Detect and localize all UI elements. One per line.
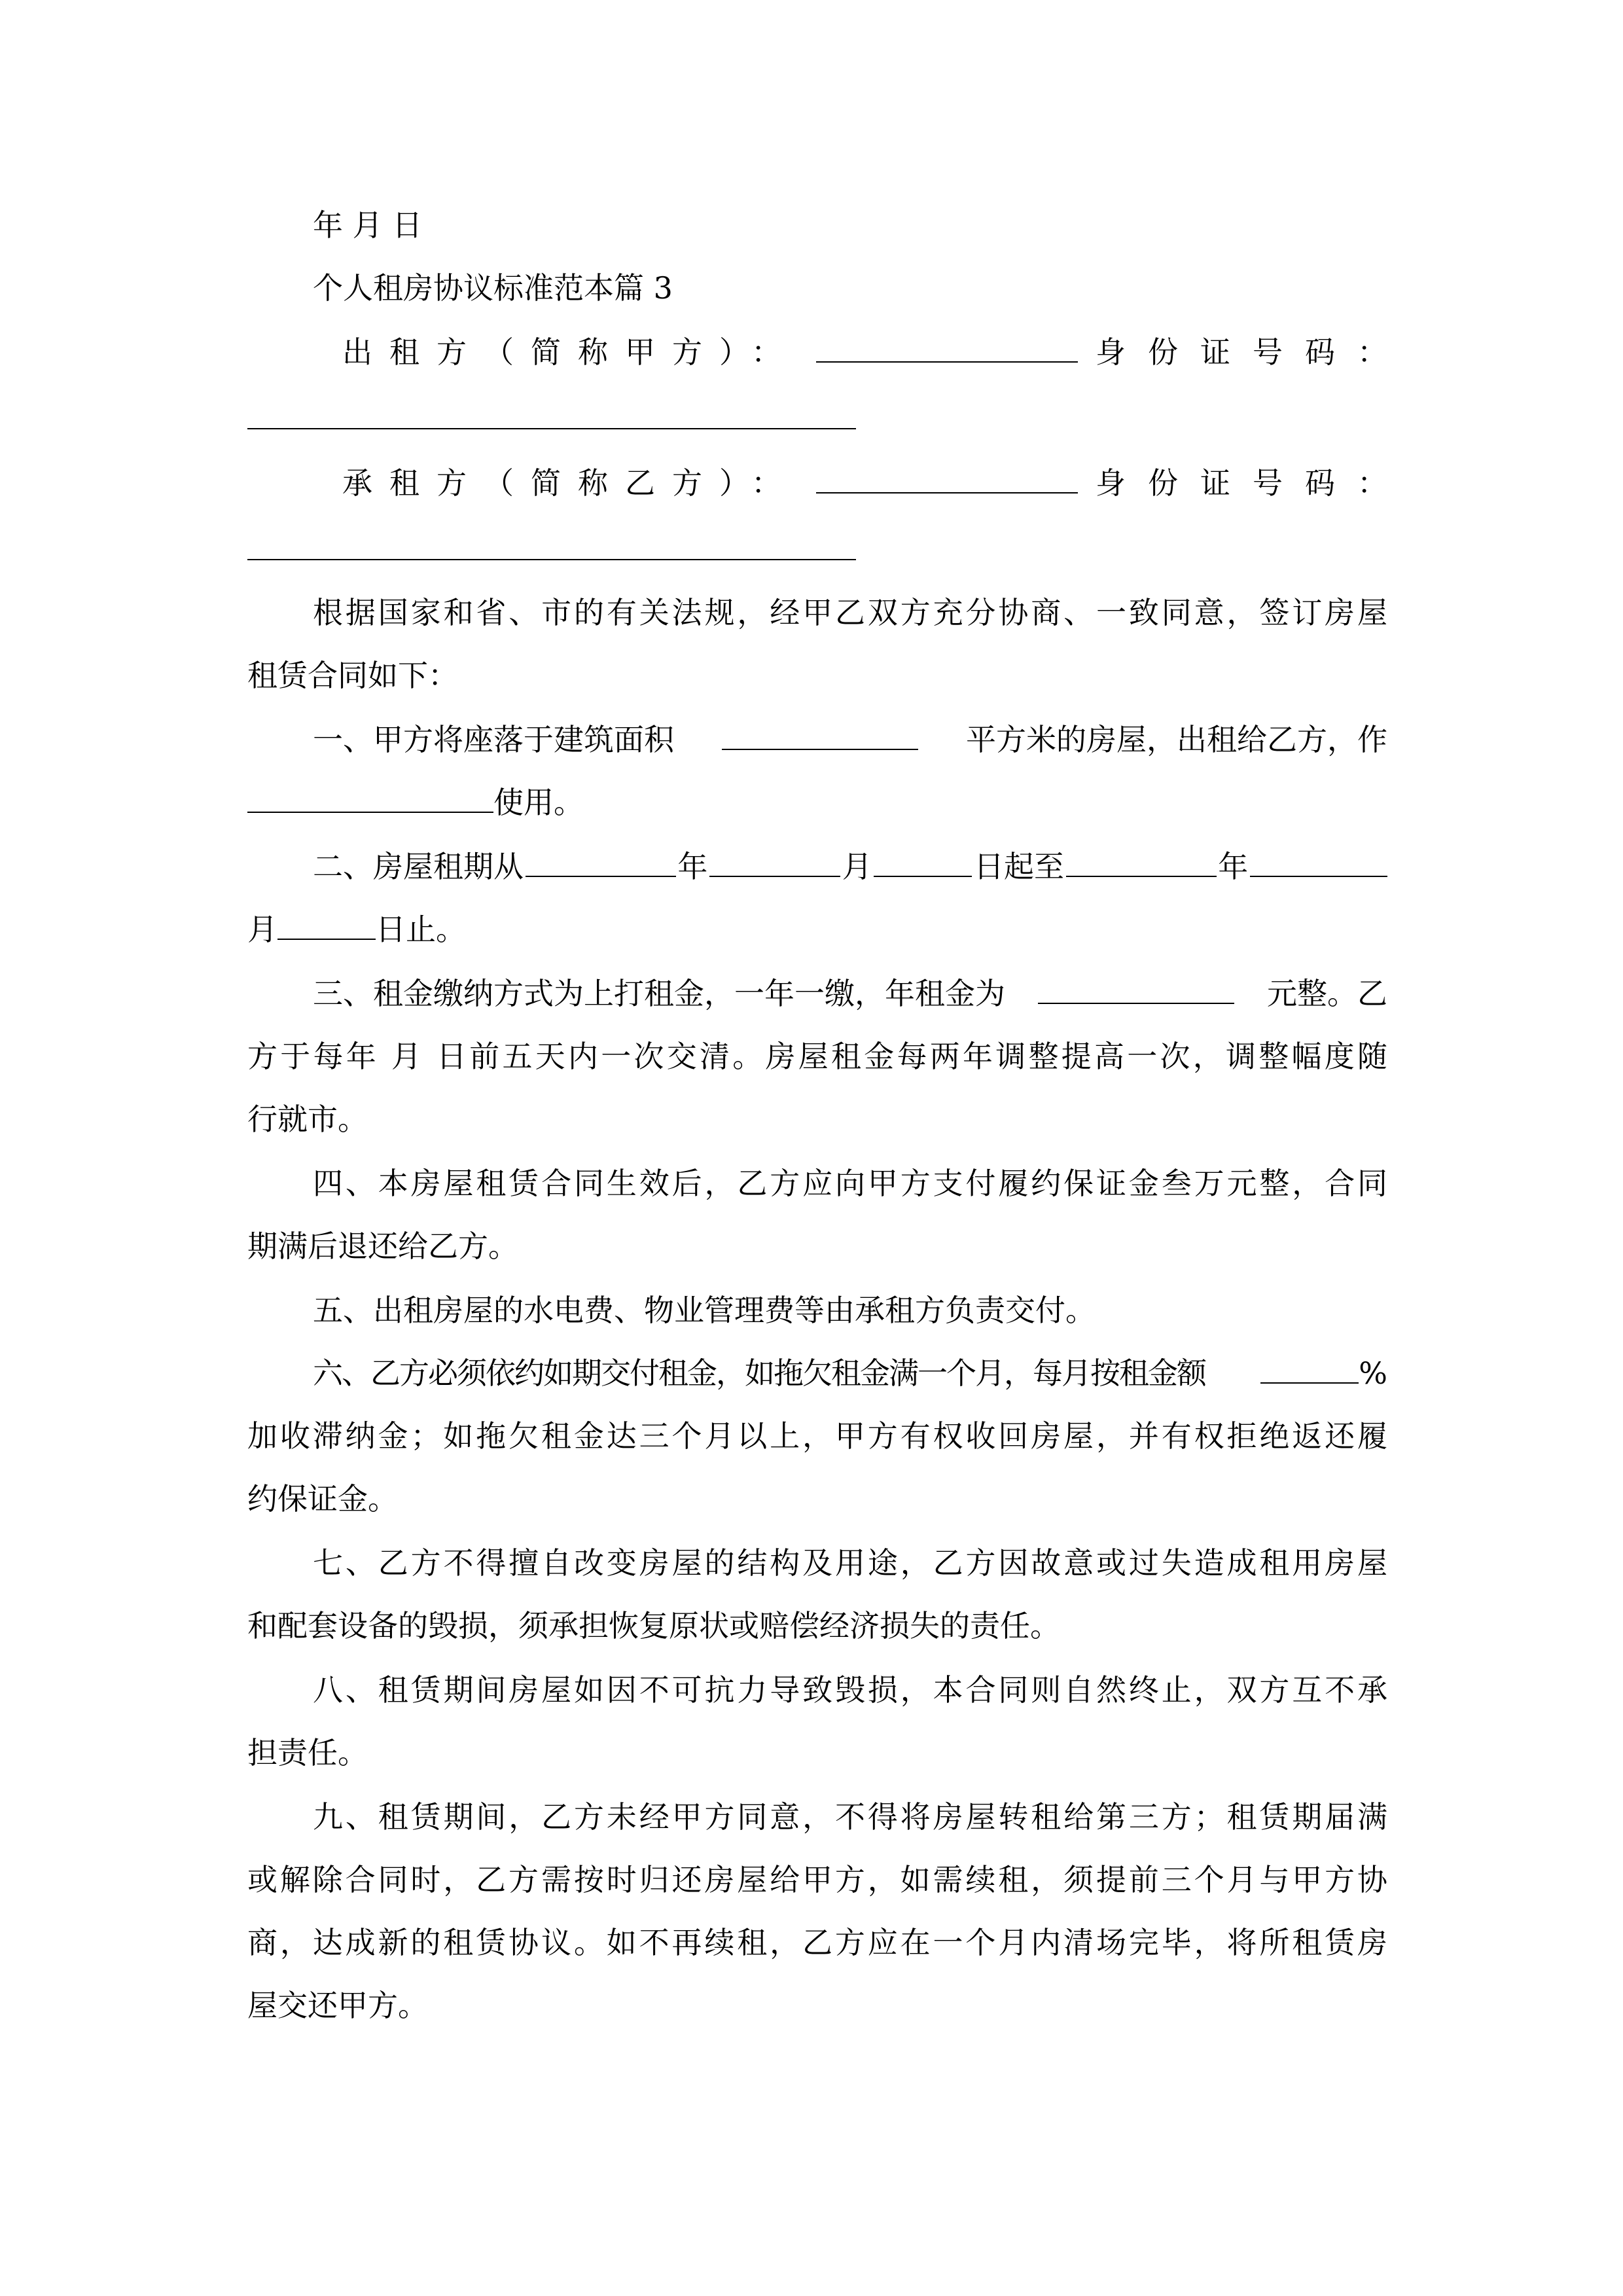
clause-2-end-month-label: 月: [247, 912, 277, 947]
clause-7-line-2: 和配套设备的毁损，须承担恢复原状或赔偿经济损失的责任。: [247, 1608, 1060, 1643]
clause-3-line-1: [313, 973, 1387, 1014]
start-month-field[interactable]: [709, 847, 840, 877]
annual-rent-field[interactable]: [1038, 974, 1234, 1004]
end-year-field[interactable]: [1066, 847, 1217, 877]
clause-6-line-3: 约保证金。: [247, 1481, 398, 1516]
clause-2-end-text: 日止。: [376, 912, 466, 947]
clause-4-line-1: 四、本房屋租赁合同生效后，乙方应向甲方支付履约保证金叁万元整，合同: [313, 1166, 1387, 1201]
clause-6-text-a: 六、乙方必须依约如期交付租金，如拖欠租金满一个月，每月按租金额: [313, 1355, 1205, 1391]
clause-2-day-label: 日起至: [973, 849, 1064, 884]
clause-6-line-1: [313, 1352, 1387, 1394]
lessor-row: [342, 331, 1410, 373]
lessor-label: 出租方（简称甲方）：: [342, 334, 798, 370]
clause-6-line-2: 加收滞纳金；如拖欠租金达三个月以上，甲方有权收回房屋，并有权拒绝返还履: [247, 1418, 1387, 1454]
clause-2-year-label: 年: [677, 849, 708, 884]
clause-2-text-a: 二、房屋租期从: [313, 849, 524, 884]
clause-1-line-2: [247, 781, 584, 823]
clause-8-line-2: 担责任。: [247, 1735, 368, 1770]
clause-2-end-year-label: 年: [1218, 849, 1249, 884]
start-day-field[interactable]: [874, 847, 972, 877]
clause-1-line-1: [313, 719, 1387, 761]
late-fee-percent-field[interactable]: [1260, 1354, 1359, 1384]
lessee-label: 承租方（简称乙方）：: [342, 465, 798, 501]
lessee-row: [342, 462, 1410, 504]
clause-9-line-2: 或解除合同时，乙方需按时归还房屋给甲方，如需续租，须提前三个月与甲方协: [247, 1862, 1387, 1897]
clause-1-text-b: 平方米的房屋，出租给乙方，作: [966, 722, 1387, 757]
clause-3-line-3: 行就市。: [247, 1102, 368, 1137]
preamble-line-2: 租赁合同如下：: [247, 658, 458, 693]
clause-3-text-a: 三、租金缴纳方式为上打租金，一年一缴，年租金为: [313, 976, 1005, 1011]
clause-1-text-a: 一、甲方将座落于建筑面积: [313, 722, 674, 757]
preamble-line-1: 根据国家和省、市的有关法规，经甲乙双方充分协商、一致同意，签订房屋: [313, 595, 1387, 630]
lessor-id-field[interactable]: [247, 428, 856, 429]
clause-3-line-2: 方于每年 月 日前五天内一次交清。房屋租金每两年调整提高一次，调整幅度随: [247, 1039, 1387, 1074]
usage-field[interactable]: [247, 783, 493, 813]
lessee-name-field[interactable]: [816, 463, 1078, 493]
clause-3-text-b: 元整。乙: [1267, 976, 1387, 1011]
end-month-field[interactable]: [1250, 847, 1387, 877]
lessee-id-field[interactable]: [247, 559, 856, 560]
clause-9-line-3: 商，达成新的租赁协议。如不再续租，乙方应在一个月内清场完毕，将所租赁房: [247, 1925, 1387, 1960]
lessor-name-field[interactable]: [816, 332, 1078, 363]
area-field[interactable]: [722, 720, 918, 750]
clause-2-line-2: [247, 908, 466, 950]
clause-5-line-1: 五、出租房屋的水电费、物业管理费等由承租方负责交付。: [313, 1293, 1096, 1328]
clause-9-line-1: 九、租赁期间，乙方未经甲方同意，不得将房屋转租给第三方；租赁期届满: [313, 1799, 1387, 1835]
clause-7-line-1: 七、乙方不得擅自改变房屋的结构及用途，乙方因故意或过失造成租用房屋: [313, 1545, 1387, 1581]
document-title: 个人租房协议标准范本篇 3: [313, 270, 673, 306]
clause-2-line-1: [313, 846, 1387, 888]
clause-9-line-4: 屋交还甲方。: [247, 1988, 428, 2023]
clause-2-month-label: 月: [842, 849, 872, 884]
clause-8-line-1: 八、租赁期间房屋如因不可抗力导致毁损，本合同则自然终止，双方互不承: [313, 1672, 1387, 1708]
date-line: 年 月 日: [313, 207, 423, 243]
lessor-id-label: 身份证号码：: [1096, 334, 1410, 370]
clause-4-line-2: 期满后退还给乙方。: [247, 1229, 518, 1264]
start-year-field[interactable]: [526, 847, 676, 877]
clause-1-text-c: 使用。: [493, 785, 584, 820]
percent-sign: %: [1359, 1355, 1387, 1391]
end-day-field[interactable]: [277, 910, 376, 940]
lessee-id-label: 身份证号码：: [1096, 465, 1410, 501]
